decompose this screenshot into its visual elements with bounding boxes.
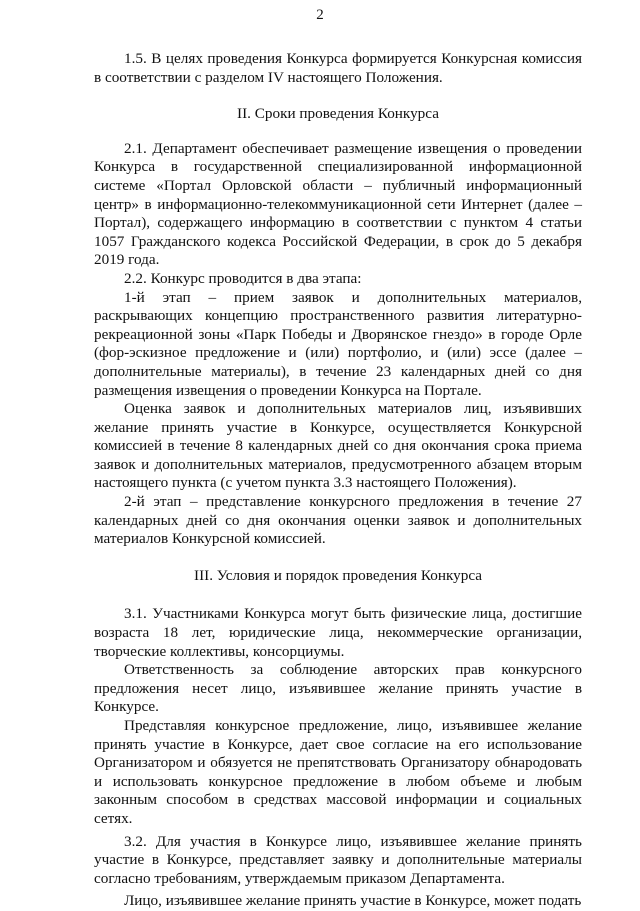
paragraph-2-1: 2.1. Департамент обеспечивает размещение извещения о проведении Конкурса в государственной специализированной информационной системе «Портал Орловской области – публичный информационный центр» в информационно-телекоммуникационной сети Интернет (далее – Портал), содержащего информацию в соответствии с пунктом 4 статьи 1057 Гражданского кодекса Российской Федерации, в срок до 5 декабря 2019 года. (94, 139, 582, 269)
section-title-3: III. Условия и порядок проведения Конкурса (194, 566, 482, 584)
paragraph-3-1: 3.1. Участниками Конкурса могут быть физические лица, достигшие возраста 18 лет, юридические лица, некоммерческие организации, творческие коллективы, консорциумы. (94, 605, 582, 660)
section-title-2: II. Сроки проведения Конкурса (237, 105, 439, 123)
paragraph-3-2: 3.2. Для участия в Конкурсе лицо, изъявившее желание принять участие в Конкурсе, представляет заявку и дополнительные материалы согласно требованиям, утверждаемым приказом Департамента. (94, 832, 582, 887)
paragraph-3-1-responsibility: Ответственность за соблюдение авторских прав конкурсного предложения несет лицо, изъявившее желание принять участие в Конкурсе. (94, 661, 582, 716)
paragraph-3-2-continued: Лицо, изъявившее желание принять участие в Конкурсе, может подать (124, 892, 582, 910)
page-number: 2 (316, 7, 324, 23)
paragraph-2-2-evaluation: Оценка заявок и дополнительных материалов лиц, изъявивших желание принять участие в Конкурсе, осуществляется Конкурсной комиссией в течение 8 календарных дней со дня окончания срока приема заявок и дополнительных материалов, предусмотренного абзацем вторым настоящего пункта (с учетом пункта 3.3 настоящего Положения). (94, 400, 582, 492)
paragraph-1-5: 1.5. В целях проведения Конкурса формируется Конкурсная комиссия в соответствии с разделом IV настоящего Положения. (94, 50, 582, 86)
paragraph-2-2-stage-2: 2-й этап – представление конкурсного предложения в течение 27 календарных дней со дня окончания оценки заявок и дополнительных материалов Конкурсной комиссией. (94, 493, 582, 548)
document-body (94, 50, 582, 911)
paragraph-2-2-stage-1: 1-й этап – прием заявок и дополнительных материалов, раскрывающих концепцию пространственного развития литературно-рекреационной зоны «Парк Победы и Дворянское гнездо» в городе Орле (фор-эскизное предложение и (или) портфолио, и (или) эссе (далее – дополнительные материалы), в течение 23 календарных дней со дня размещения извещения о проведении Конкурса на Портале. (94, 288, 582, 399)
paragraph-3-1-consent: Представляя конкурсное предложение, лицо, изъявившее желание принять участие в Конкурсе, дает свое согласие на его использование Организатором и обязуется не препятствовать Организатору обнародовать и использовать конкурсное предложение в любом объеме и любым законным способом в средствах массовой информации и социальных сетях. (94, 717, 582, 827)
paragraph-2-2: 2.2. Конкурс проводится в два этапа: (124, 269, 362, 287)
